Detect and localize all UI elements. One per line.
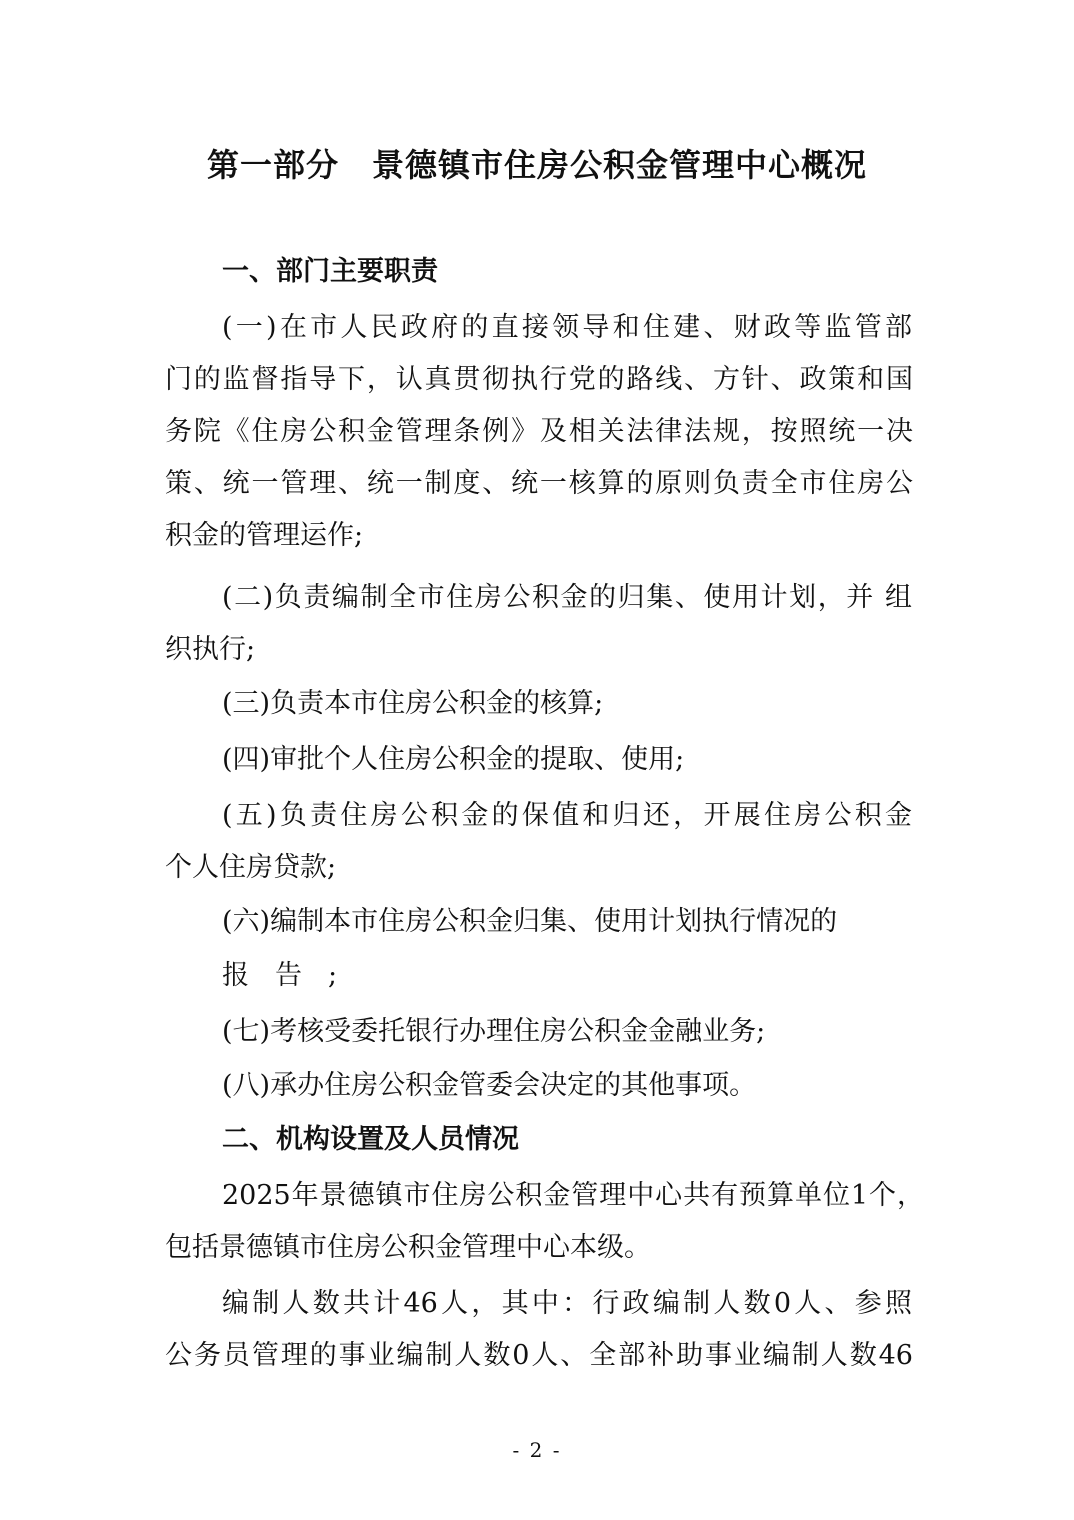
paragraph-line: 织执行;: [165, 634, 256, 665]
paragraph-line: (三)负责本市住房公积金的核算;: [222, 688, 604, 719]
paragraph-line: (六)编制本市住房公积金归集、使用计划执行情况的: [222, 906, 838, 937]
paragraph-line: 务院《住房公积金管理条例》及相关法律法规，按照统一决: [165, 416, 913, 447]
paragraph-line: 个人住房贷款;: [165, 852, 337, 883]
paragraph-line: 门的监督指导下，认真贯彻执行党的路线、方针、政策和国: [165, 364, 913, 395]
paragraph-line: (七)考核受委托银行办理住房公积金金融业务;: [222, 1016, 766, 1047]
paragraph-line: 报告;: [222, 960, 364, 991]
paragraph-line: 2025年景德镇市住房公积金管理中心共有预算单位1个，: [222, 1180, 924, 1211]
paragraph-line: (八)承办住房公积金管委会决定的其他事项。: [222, 1070, 757, 1101]
paragraph-line: 编制人数共计46人，其中：行政编制人数0人、参照: [222, 1288, 912, 1319]
paragraph-line: (四)审批个人住房公积金的提取、使用;: [222, 744, 685, 775]
page-number: - 2 -: [512, 1438, 562, 1462]
paragraph-line: 积金的管理运作;: [165, 520, 364, 551]
paragraph-line: 包括景德镇市住房公积金管理中心本级。: [165, 1232, 651, 1263]
section-heading-duties: 一、部门主要职责: [222, 256, 438, 287]
paragraph-line: (一)在市人民政府的直接领导和住建、财政等监管部: [222, 312, 912, 343]
paragraph-line: 公务员管理的事业编制人数0人、全部补助事业编制人数46: [165, 1340, 913, 1371]
paragraph-line: 策、统一管理、统一制度、统一核算的原则负责全市住房公: [165, 468, 913, 499]
section-heading-organization: 二、机构设置及人员情况: [222, 1124, 519, 1155]
paragraph-line: (五)负责住房公积金的保值和归还，开展住房公积金: [222, 800, 912, 831]
paragraph-line: (二)负责编制全市住房公积金的归集、使用计划，并 组: [222, 582, 912, 613]
page-title: 第一部分 景德镇市住房公积金管理中心概况: [206, 146, 867, 184]
